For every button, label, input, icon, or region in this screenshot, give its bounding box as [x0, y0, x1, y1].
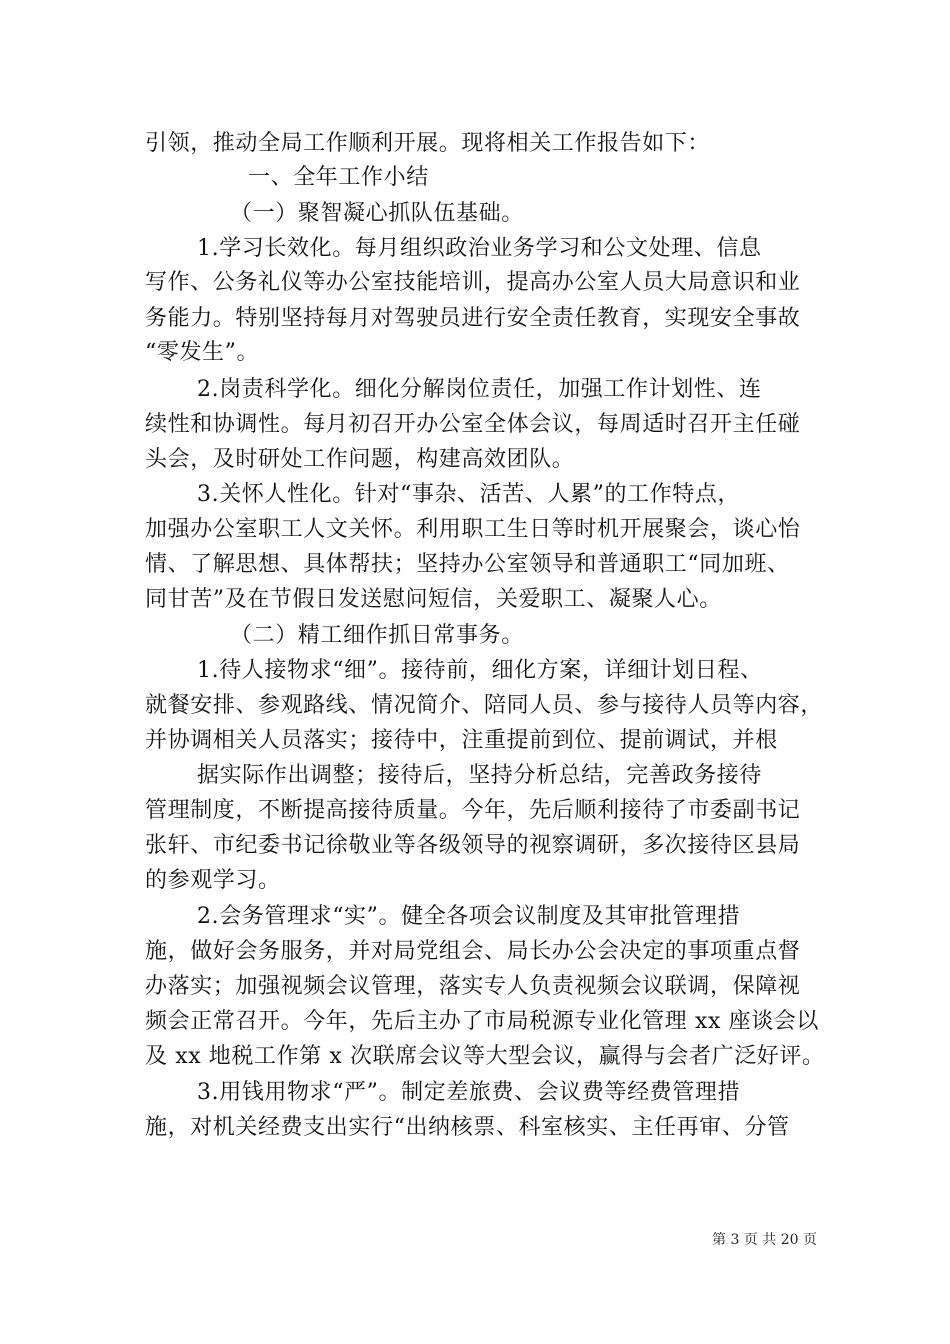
text-line: 张轩、市纪委书记徐敬业等各级领导的视察调研，多次接待区县局 [145, 833, 801, 858]
text-line: 加强办公室职工人文关怀。利用职工生日等时机开展聚会，谈心怡 [145, 517, 801, 542]
text-line: 及 xx 地税工作第 x 次联席会议等大型会议，赢得与会者广泛好评。 [145, 1044, 825, 1069]
text-line: 就餐安排、参观路线、情况简介、陪同人员、参与接待人员等内容， [145, 693, 824, 718]
text-line: 的参观学习。 [145, 868, 281, 893]
text-line: 2.岗责科学化。细化分解岗位责任，加强工作计划性、连 [197, 377, 762, 402]
text-line: 情、了解思想、具体帮扶；坚持办公室领导和普通职工“同加班、 [145, 552, 790, 577]
text-line: 务能力。特别坚持每月对驾驶员进行安全责任教育，实现安全事故 [145, 306, 801, 331]
text-line: “零发生”。 [145, 340, 260, 365]
text-line: 2.会务管理求“实”。健全各项会议制度及其审批管理措 [197, 904, 741, 929]
text-line: 3.用钱用物求“严”。制定差旅费、会议费等经费管理措 [197, 1080, 741, 1105]
text-line: 头会，及时研处工作问题，构建高效团队。 [145, 447, 575, 472]
text-line: 施，对机关经费支出实行“出纳核票、科室核实、主任再审、分管 [145, 1115, 790, 1140]
text-line: 引领，推动全局工作顺利开展。现将相关工作报告如下： [145, 131, 711, 156]
text-line: 管理制度，不断提高接待质量。今年，先后顺利接待了市委副书记 [145, 798, 801, 823]
text-line: 3.关怀人性化。针对“事杂、活苦、人累”的工作特点， [197, 482, 741, 507]
section-heading: 一、全年工作小结 [248, 165, 429, 190]
text-line: 同甘苦”及在节假日发送慰问短信，关爱职工、凝聚人心。 [145, 587, 722, 612]
text-line: 施，做好会务服务，并对局党组会、局长办公会决定的事项重点督 [145, 939, 801, 964]
subsection-heading: （二）精工细作抓日常事务。 [230, 623, 524, 648]
text-line: 续性和协调性。每月初召开办公室全体会议，每周适时召开主任碰 [145, 412, 801, 437]
text-line: 1.待人接物求“细”。接待前，细化方案，详细计划日程、 [197, 658, 763, 683]
text-line: 办落实；加强视频会议管理，落实专人负责视频会议联调，保障视 [145, 974, 801, 999]
text-line: 并协调相关人员落实；接待中，注重提前到位、提前调试，并根 [145, 728, 778, 753]
text-line: 据实际作出调整；接待后，坚持分析总结，完善政务接待 [197, 763, 763, 788]
subsection-heading: （一）聚智凝心抓队伍基础。 [230, 201, 524, 226]
page-number-footer: 第 3 页 共 20 页 [712, 1232, 817, 1248]
text-line: 1.学习长效化。每月组织政治业务学习和公文处理、信息 [197, 236, 762, 261]
text-line: 写作、公务礼仪等办公室技能培训，提高办公室人员大局意识和业 [145, 270, 801, 295]
text-line: 频会正常召开。今年，先后主办了市局税源专业化管理 xx 座谈会以 [145, 1009, 820, 1034]
